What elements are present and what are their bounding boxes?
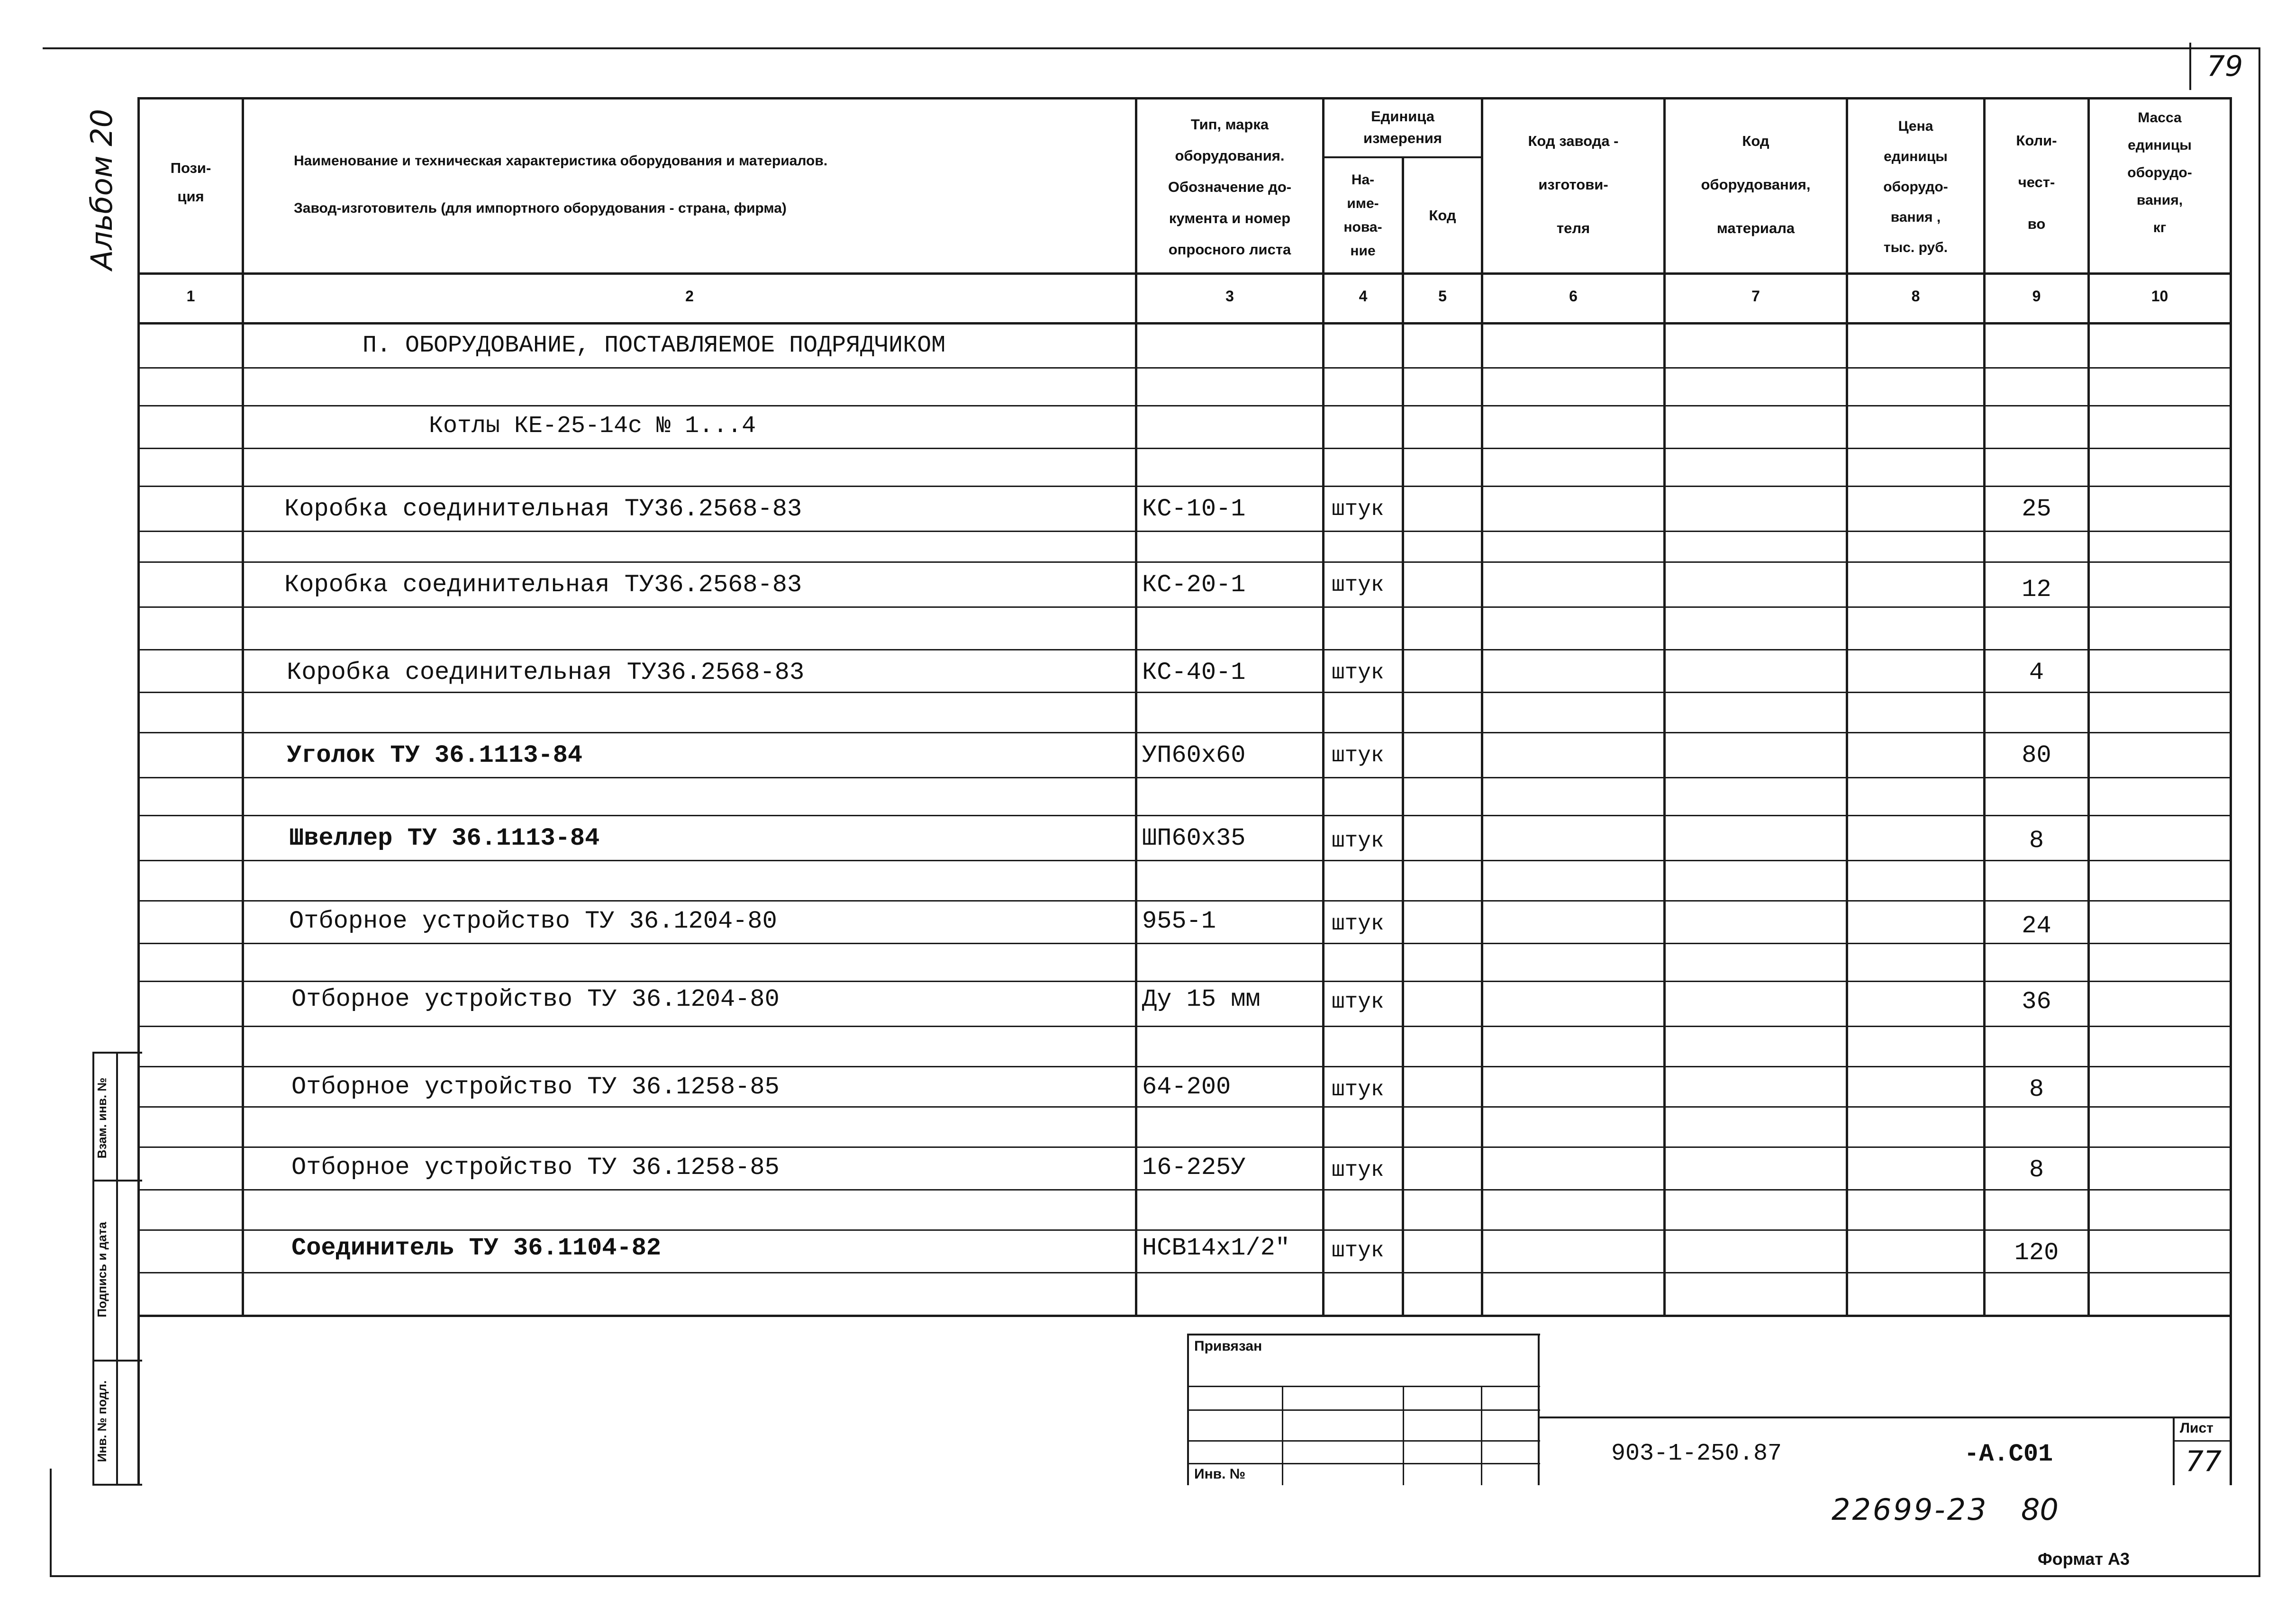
document-code: 903-1-250.87 — [1611, 1440, 1782, 1467]
item-quantity: 36 — [2022, 988, 2051, 1016]
row-line — [140, 981, 2230, 982]
header-unit-group — [1324, 99, 1481, 155]
title-block-line — [1481, 1386, 1482, 1485]
row-line — [140, 531, 2230, 532]
side-stamp-line — [92, 1484, 142, 1486]
item-unit: штук — [1332, 829, 1384, 853]
item-type: КС-10-1 — [1142, 495, 1246, 523]
sheet-number: 77 — [2185, 1445, 2222, 1478]
header-unit-code-text: Код — [1429, 207, 1456, 224]
column-number: 9 — [2032, 288, 2041, 305]
header-mass-line: Масса — [2138, 110, 2182, 126]
header-type-line: оборудования. — [1175, 147, 1285, 164]
header-unit-group-line: Единица — [1371, 108, 1434, 125]
header-price-line: оборудо- — [1883, 179, 1948, 195]
right-frame-line — [2259, 47, 2260, 1577]
row-line — [140, 900, 2230, 902]
item-type: 16-225У — [1142, 1154, 1246, 1182]
title-block-line — [1187, 1386, 1540, 1387]
inv-label: Инв. № — [1194, 1466, 1246, 1482]
item-name: Коробка соединительная ТУ36.2568-83 — [287, 659, 805, 686]
header-bottom-line — [137, 272, 2232, 275]
side-stamp-replace-label: Взам. инв. № — [95, 1077, 109, 1159]
col-divider-8 — [1983, 97, 1986, 1317]
item-unit: штук — [1332, 743, 1384, 768]
handwritten-page-number: 80 — [2021, 1492, 2059, 1527]
item-unit: штук — [1332, 573, 1384, 597]
attached-label: Привязан — [1194, 1338, 1262, 1354]
column-number: 8 — [1911, 288, 1920, 305]
item-type: УП60х60 — [1142, 741, 1246, 769]
item-quantity: 8 — [2029, 1075, 2044, 1103]
item-quantity: 4 — [2029, 659, 2044, 686]
row-line — [140, 1229, 2230, 1231]
sheet-label: Лист — [2180, 1420, 2213, 1436]
item-name: Коробка соединительная ТУ36.2568-83 — [284, 495, 802, 523]
item-type: КС-20-1 — [1142, 571, 1246, 599]
row-line — [140, 1146, 2230, 1148]
column-number: 3 — [1225, 288, 1234, 305]
header-plant-code — [1483, 114, 1663, 256]
header-unit-name-line: нова- — [1343, 219, 1382, 235]
item-name: Соединитель ТУ 36.1104-82 — [291, 1234, 662, 1262]
column-number: 7 — [1751, 288, 1760, 305]
col-divider-7 — [1846, 97, 1848, 1317]
title-block-line — [2173, 1416, 2175, 1485]
bottom-frame-line — [50, 1575, 2260, 1577]
side-stamp-line — [92, 1052, 142, 1054]
header-plant-code-line: Код завода - — [1528, 133, 1619, 149]
title-block-line — [1403, 1386, 1404, 1485]
header-position — [142, 142, 239, 223]
header-plant-code-line: теля — [1556, 220, 1590, 236]
header-unit-name — [1324, 161, 1401, 270]
column-number: 2 — [685, 288, 694, 305]
title-block-line — [2173, 1440, 2230, 1442]
header-price-line: единицы — [1884, 149, 1948, 164]
header-unit-name-line: На- — [1351, 172, 1375, 188]
document-suffix: -А.С01 — [1964, 1440, 2053, 1468]
col-divider-1 — [242, 97, 244, 1317]
unit-group-line — [1322, 156, 1483, 158]
column-number: 5 — [1438, 288, 1447, 305]
header-equipment-code-line: материала — [1716, 220, 1795, 236]
header-name-line: Наименование и техническая характеристика оборудования и материалов. — [294, 153, 828, 169]
item-type: 955-1 — [1142, 907, 1216, 935]
item-type: ШП60х35 — [1142, 824, 1246, 852]
row-line — [140, 649, 2230, 650]
row-line — [140, 860, 2230, 861]
col-divider-3 — [1322, 97, 1324, 1317]
subsection-title: Котлы КЕ-25-14с № 1...4 — [429, 413, 756, 440]
item-unit: штук — [1332, 660, 1384, 685]
row-line — [140, 1272, 2230, 1273]
row-line — [140, 1106, 2230, 1108]
title-block-line — [1538, 1416, 2230, 1418]
title-block-line — [1282, 1386, 1283, 1485]
item-type: Ду 15 мм — [1142, 985, 1261, 1013]
row-line — [140, 561, 2230, 563]
header-quantity-line: чест- — [2018, 174, 2055, 190]
item-name: Отборное устройство ТУ 36.1258-85 — [291, 1073, 780, 1101]
col-divider-6 — [1663, 97, 1666, 1317]
item-type: 64-200 — [1142, 1073, 1231, 1101]
header-unit-name-line: име- — [1347, 196, 1379, 211]
row-line — [140, 606, 2230, 608]
header-unit-name-line: ние — [1350, 243, 1376, 259]
table-top-line — [137, 97, 2232, 99]
header-position-line: ция — [177, 188, 204, 205]
album-label: Альбом 20 — [84, 108, 119, 271]
table-right-line — [2230, 97, 2232, 1485]
item-name: Коробка соединительная ТУ36.2568-83 — [284, 571, 802, 599]
section-title: П. ОБОРУДОВАНИЕ, ПОСТАВЛЯЕМОЕ ПОДРЯДЧИКОМ — [363, 332, 946, 359]
item-quantity: 120 — [2014, 1239, 2059, 1267]
side-stamp-signature-label: Подпись и дата — [95, 1222, 109, 1317]
column-number: 4 — [1359, 288, 1368, 305]
header-mass-line: оборудо- — [2127, 165, 2192, 180]
row-line — [140, 732, 2230, 733]
column-number: 1 — [186, 288, 195, 305]
column-number: 10 — [2151, 288, 2168, 305]
row-line — [140, 1189, 2230, 1191]
colnum-bottom-line — [137, 322, 2232, 325]
item-name: Швеллер ТУ 36.1113-84 — [289, 824, 600, 852]
header-mass-line: вания, — [2136, 192, 2183, 208]
header-price-line: вания , — [1890, 209, 1941, 225]
item-name: Отборное устройство ТУ 36.1258-85 — [291, 1154, 780, 1182]
row-line — [140, 815, 2230, 816]
row-line — [140, 777, 2230, 778]
item-unit: штук — [1332, 1158, 1384, 1182]
left-frame-line — [50, 1469, 52, 1577]
header-type-line: опросного листа — [1168, 241, 1291, 258]
header-type-line: кумента и номер — [1169, 210, 1291, 226]
header-unit-group-line: измерения — [1363, 130, 1442, 146]
corner-box-line — [2189, 43, 2191, 90]
header-name-line: Завод-изготовитель (для импортного оборудования - страна, фирма) — [294, 200, 787, 216]
header-price-line: тыс. руб. — [1883, 240, 1948, 255]
header-name — [294, 133, 1128, 237]
header-type-line: Тип, марка — [1190, 116, 1269, 133]
item-unit: штук — [1332, 1238, 1384, 1263]
title-block-line — [1187, 1440, 1540, 1442]
header-quantity-line: Коли- — [2016, 132, 2057, 149]
header-mass-line: единицы — [2128, 137, 2192, 153]
top-frame-line — [43, 47, 2260, 49]
item-unit: штук — [1332, 1077, 1384, 1102]
row-line — [140, 367, 2230, 369]
column-number: 6 — [1569, 288, 1578, 305]
title-block-line — [1187, 1334, 1540, 1335]
header-price — [1848, 111, 1983, 263]
item-quantity: 24 — [2022, 912, 2051, 940]
item-type: НСВ14х1/2" — [1142, 1234, 1290, 1262]
col-divider-9 — [2087, 97, 2090, 1317]
side-stamp-line — [116, 1052, 118, 1485]
header-equipment-code-line: оборудования, — [1701, 176, 1811, 193]
side-stamp-inv-label: Инв. № подл. — [95, 1380, 109, 1462]
item-name: Уголок ТУ 36.1113-84 — [287, 741, 583, 769]
row-line — [140, 405, 2230, 406]
side-stamp-line — [92, 1052, 94, 1485]
item-quantity: 80 — [2022, 741, 2051, 769]
header-unit-code — [1404, 161, 1481, 270]
row-line — [140, 1026, 2230, 1027]
item-name: Отборное устройство ТУ 36.1204-80 — [289, 907, 777, 935]
title-block-line — [1187, 1463, 1540, 1464]
handwritten-archive-number: 22699-23 — [1832, 1492, 1988, 1527]
header-position-line: Пози- — [170, 160, 211, 176]
header-type-line: Обозначение до- — [1168, 179, 1292, 195]
col-divider-4 — [1402, 156, 1404, 1317]
header-quantity — [1986, 118, 2087, 246]
item-unit: штук — [1332, 911, 1384, 936]
row-line — [140, 1066, 2230, 1067]
header-type — [1137, 102, 1322, 272]
header-equipment-code — [1666, 114, 1846, 256]
title-block-line — [1187, 1409, 1540, 1411]
item-name: Отборное устройство ТУ 36.1204-80 — [291, 985, 780, 1013]
item-unit: штук — [1332, 990, 1384, 1014]
col-divider-5 — [1481, 97, 1483, 1317]
page-corner-number: 79 — [2206, 50, 2243, 83]
header-equipment-code-line: Код — [1742, 133, 1769, 149]
row-line — [140, 486, 2230, 487]
row-line — [140, 448, 2230, 449]
header-mass — [2090, 102, 2230, 244]
item-quantity: 8 — [2029, 1156, 2044, 1184]
item-unit: штук — [1332, 497, 1384, 522]
item-quantity: 8 — [2029, 827, 2044, 855]
col-divider-2 — [1135, 97, 1137, 1317]
row-line — [140, 692, 2230, 693]
header-quantity-line: во — [2027, 216, 2046, 232]
row-line — [140, 943, 2230, 944]
header-plant-code-line: изготови- — [1538, 176, 1608, 193]
item-type: КС-40-1 — [1142, 659, 1246, 686]
item-quantity: 25 — [2022, 495, 2051, 523]
table-bottom-line — [137, 1315, 2232, 1317]
item-quantity: 12 — [2022, 576, 2051, 604]
header-mass-line: кг — [2153, 220, 2167, 235]
header-price-line: Цена — [1898, 118, 1933, 134]
format-label: Формат А3 — [2038, 1549, 2130, 1569]
